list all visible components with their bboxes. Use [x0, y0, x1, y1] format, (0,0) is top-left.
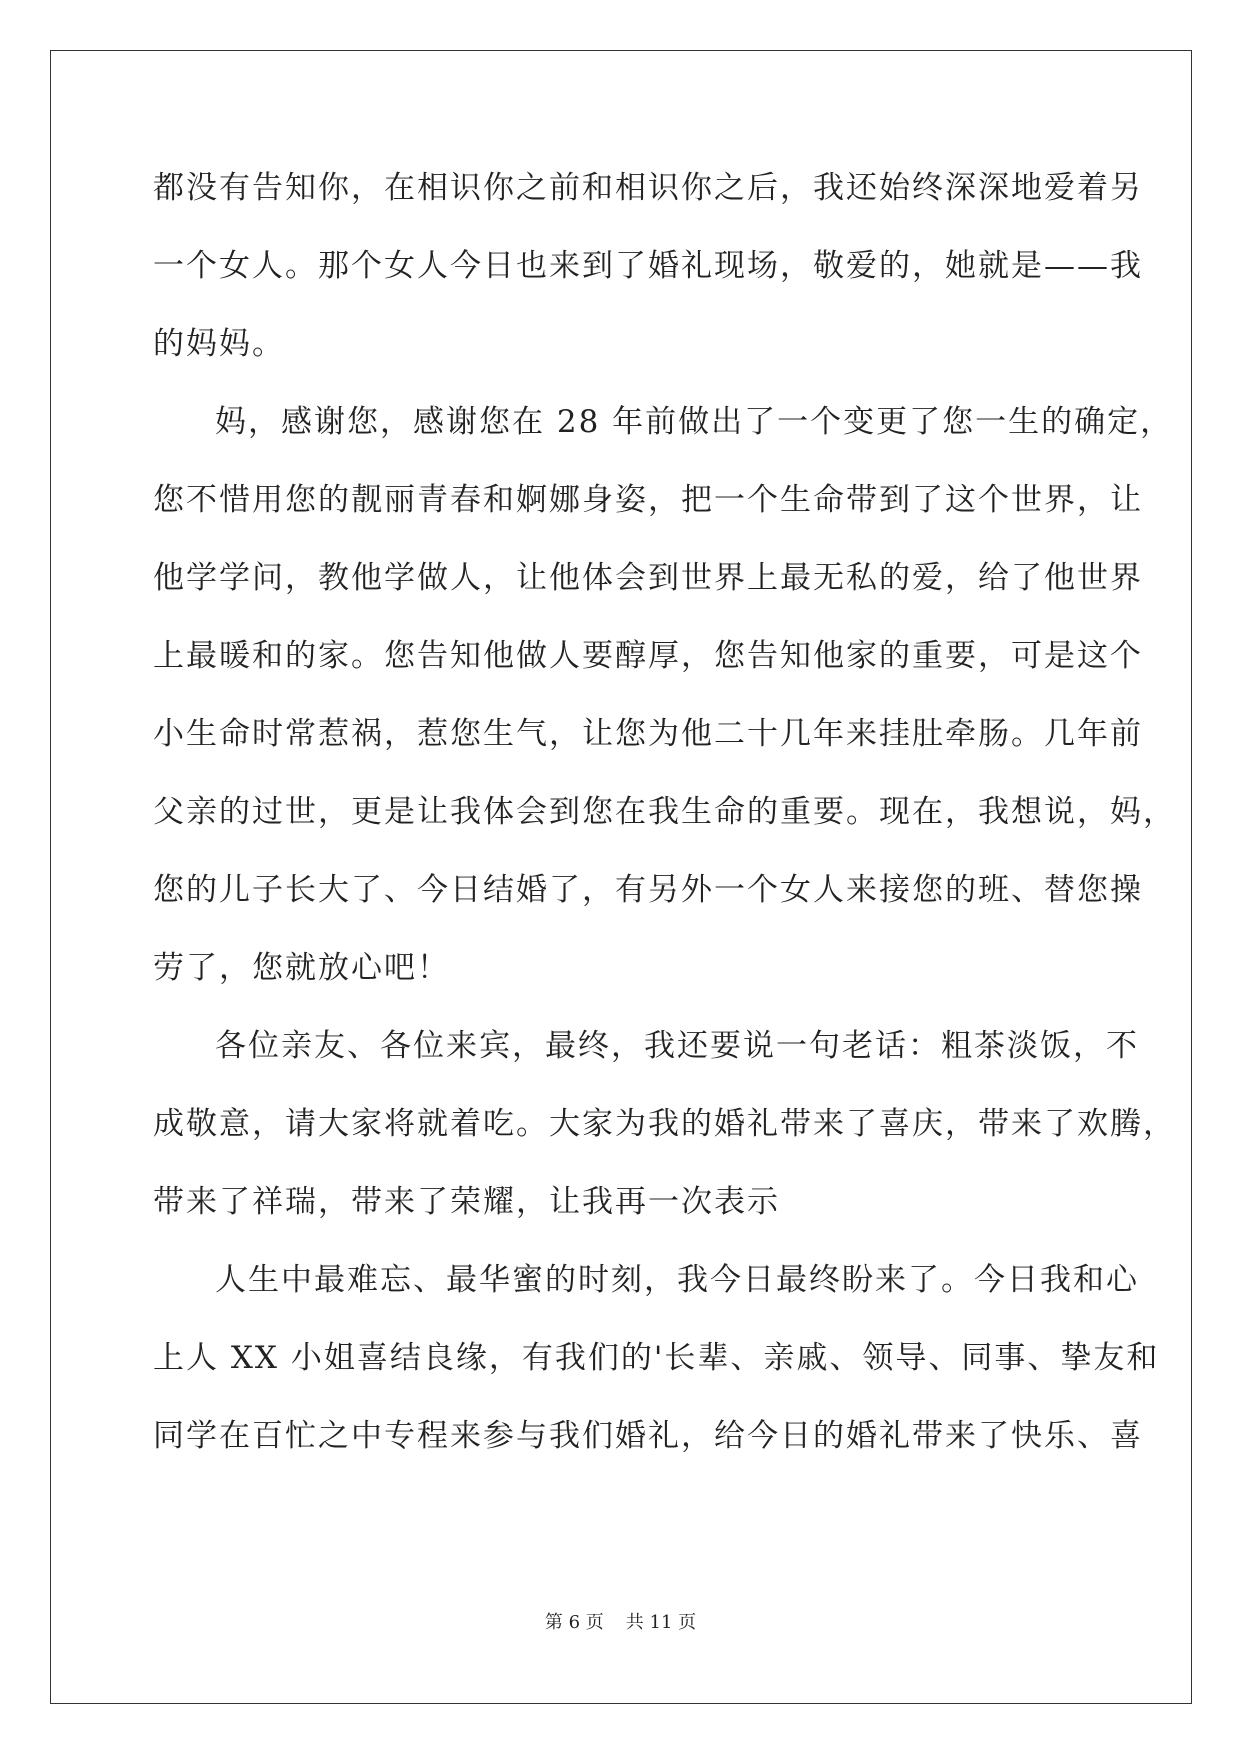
- paragraph-start-line: 妈，感谢您，感谢您在 28 年前做出了一个变更了您一生的确定，: [215, 404, 1174, 440]
- page-total: 共 11 页: [625, 1612, 697, 1633]
- text-line: 的妈妈。: [153, 326, 285, 362]
- text-line: 劳了，您就放心吧！: [153, 950, 450, 986]
- text-line: 上最暖和的家。您告知他做人要醇厚，您告知他家的重要，可是这个: [153, 638, 1143, 674]
- document-body: [153, 163, 1176, 1489]
- paragraph-start-line: 人生中最难忘、最华蜜的时刻，我今日最终盼来了。今日我和心: [215, 1262, 1139, 1298]
- text-line: 一个女人。那个女人今日也来到了婚礼现场，敬爱的，她就是——我: [153, 248, 1143, 284]
- text-line: 父亲的过世，更是让我体会到您在我生命的重要。现在，我想说，妈，: [153, 794, 1176, 830]
- text-line: 他学学问，教他学做人，让他体会到世界上最无私的爱，给了他世界: [153, 560, 1143, 596]
- text-line: 带来了祥瑞，带来了荣耀，让我再一次表示: [153, 1184, 780, 1220]
- text-line: 都没有告知你，在相识你之前和相识你之后，我还始终深深地爱着另: [153, 170, 1143, 206]
- text-line: 您的儿子长大了、今日结婚了，有另外一个女人来接您的班、替您操: [153, 872, 1143, 908]
- text-line: 同学在百忙之中专程来参与我们婚礼，给今日的婚礼带来了快乐、喜: [153, 1418, 1143, 1454]
- text-line: 上人 XX 小姐喜结良缘，有我们的'长辈、亲戚、领导、同事、挚友和: [153, 1340, 1160, 1376]
- paragraph-start-line: 各位亲友、各位来宾，最终，我还要说一句老话：粗茶淡饭，不: [215, 1028, 1139, 1064]
- text-line: 您不惜用您的靓丽青春和婀娜身姿，把一个生命带到了这个世界，让: [153, 482, 1143, 518]
- page-number: 第 6 页: [544, 1612, 604, 1633]
- text-line: 成敬意，请大家将就着吃。大家为我的婚礼带来了喜庆，带来了欢腾，: [153, 1106, 1176, 1142]
- page-footer: [0, 1608, 1241, 1634]
- text-line: 小生命时常惹祸，惹您生气，让您为他二十几年来挂肚牵肠。几年前: [153, 716, 1143, 752]
